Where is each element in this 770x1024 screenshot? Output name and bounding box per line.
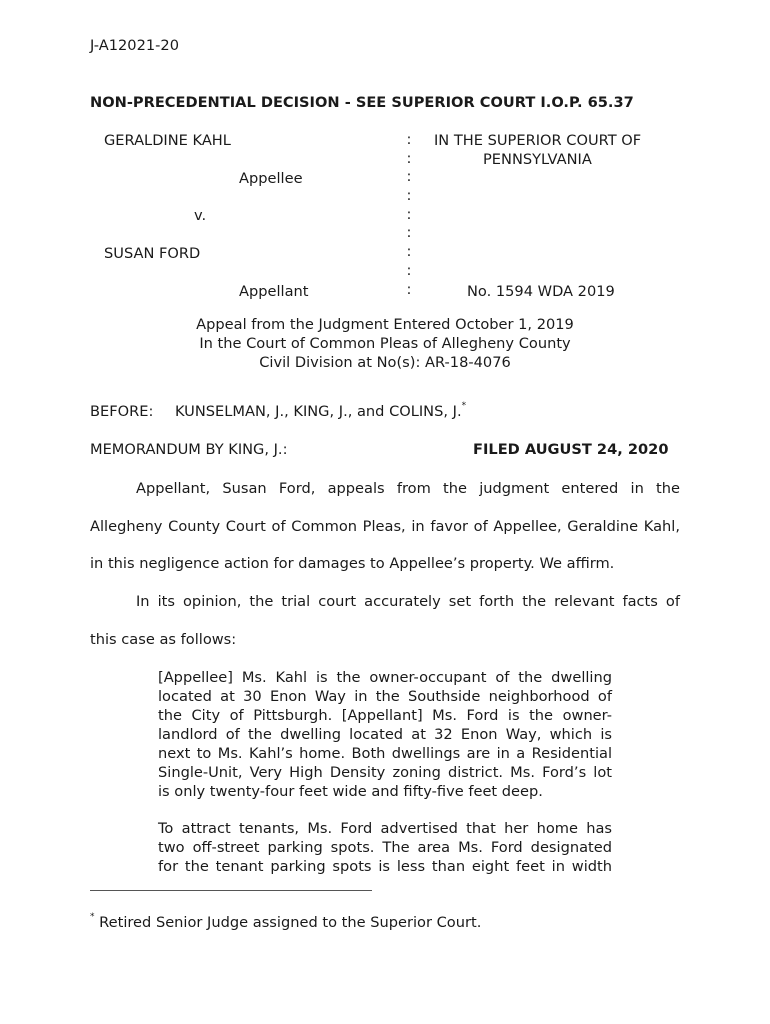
panel-judges — [175, 403, 466, 420]
caption-colon-column — [403, 131, 415, 299]
party1-role: Appellee — [239, 170, 303, 187]
panel-judges-text: KUNSELMAN, J., KING, J., and COLINS, J. — [175, 403, 462, 420]
footnote — [90, 914, 481, 931]
quote-line: for the tenant parking spots is less than eight feet in width — [158, 858, 612, 875]
caption-colon: : — [406, 205, 412, 223]
quote-line: [Appellee] Ms. Kahl is the owner-occupant of the dwelling — [158, 669, 612, 686]
body-line: in this negligence action for damages to Appellee’s property. We affirm. — [90, 555, 615, 572]
body-line: this case as follows: — [90, 631, 237, 648]
court-name-line2: PENNSYLVANIA — [483, 151, 592, 168]
quote-line: Single-Unit, Very High Density zoning district. Ms. Ford’s lot — [158, 764, 612, 781]
quote-line: located at 30 Enon Way in the Southside neighborhood of — [158, 688, 612, 705]
footnote-ref-mark: * — [461, 401, 467, 412]
footnote-text: Retired Senior Judge assigned to the Superior Court. — [94, 914, 482, 931]
body-line: Allegheny County Court of Common Pleas, in favor of Appellee, Geraldine Kahl, — [90, 518, 680, 535]
docket-id: J-A12021-20 — [90, 37, 179, 54]
party1-name: GERALDINE KAHL — [104, 132, 231, 149]
appeal-line: Appeal from the Judgment Entered October 1, 2019 — [196, 316, 574, 333]
versus-label: v. — [194, 207, 207, 224]
caption-colon: : — [406, 243, 412, 261]
court-name-line1: IN THE SUPERIOR COURT OF — [434, 132, 642, 149]
appeal-line: In the Court of Common Pleas of Allegheny County — [199, 335, 571, 352]
before-label: BEFORE: — [90, 403, 154, 420]
quote-line: the City of Pittsburgh. [Appellant] Ms. Ford is the owner- — [158, 707, 612, 724]
caption-colon: : — [406, 280, 412, 298]
party2-role: Appellant — [239, 283, 309, 300]
caption-colon: : — [406, 149, 412, 167]
quote-line: next to Ms. Kahl’s home. Both dwellings are in a Residential — [158, 745, 612, 762]
caption-colon: : — [406, 224, 412, 242]
quote-line: To attract tenants, Ms. Ford advertised that her home has — [158, 820, 612, 837]
body-line: Appellant, Susan Ford, appeals from the judgment entered in the — [136, 480, 680, 497]
footnote-mark: * — [90, 912, 95, 923]
footnote-separator — [90, 890, 372, 891]
memorandum-author: MEMORANDUM BY KING, J.: — [90, 441, 288, 458]
quote-line: two off-street parking spots. The area Ms. Ford designated — [158, 839, 612, 856]
party2-name: SUSAN FORD — [104, 245, 201, 262]
filed-date: FILED AUGUST 24, 2020 — [473, 441, 669, 458]
quote-line: landlord of the dwelling located at 32 Enon Way, which is — [158, 726, 612, 743]
decision-banner: NON-PRECEDENTIAL DECISION - SEE SUPERIOR COURT I.O.P. 65.37 — [90, 94, 634, 111]
appeal-info — [0, 315, 770, 372]
block-quote-paragraph — [158, 819, 612, 876]
appeal-line: Civil Division at No(s): AR-18-4076 — [259, 354, 511, 371]
caption-colon: : — [406, 168, 412, 186]
body-line: In its opinion, the trial court accurately set forth the relevant facts of — [136, 593, 680, 610]
caption-colon: : — [406, 131, 412, 148]
caption-colon: : — [406, 187, 412, 205]
block-quote-paragraph — [158, 668, 612, 801]
caption-colon: : — [406, 261, 412, 279]
quote-line: is only twenty-four feet wide and fifty-five feet deep. — [158, 783, 543, 800]
case-number: No. 1594 WDA 2019 — [467, 283, 615, 300]
